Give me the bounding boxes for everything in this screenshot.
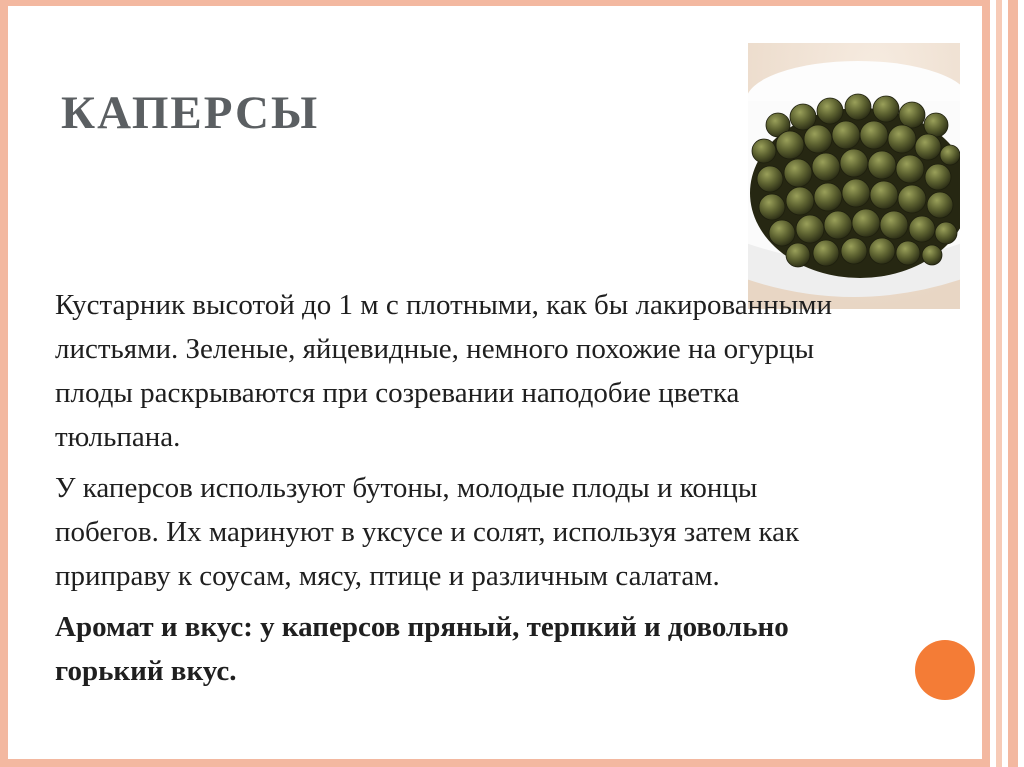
frame-right-stripes [982,0,1024,767]
slide-title: КАПЕРСЫ [61,87,320,139]
frame-stripe [982,0,990,767]
paragraph-aroma-taste: Аромат и вкус: у каперсов пряный, терпкий и довольно горький вкус. [55,611,789,687]
accent-dot [915,640,975,700]
frame-bottom-border [0,759,1024,767]
frame-stripe [996,0,1002,767]
frame-top-border [0,0,1024,6]
slide-body [55,283,855,700]
paragraph-usage: У каперсов используют бутоны, молодые плоды и концы побегов. Их маринуют в уксусе и солят, используя затем как приправу к соусам, мясу, птице и различным салатам. [55,472,800,592]
frame-stripe [1008,0,1018,767]
paragraph-description: Кустарник высотой до 1 м с плотными, как бы лакированными листьями. Зеленые, яйцевидные, немного похожие на огурцы плоды раскрываются при созревании наподобие цветка тюльпана. [55,289,833,453]
capers-bowl-image [748,43,960,309]
frame-left-border [0,0,8,767]
